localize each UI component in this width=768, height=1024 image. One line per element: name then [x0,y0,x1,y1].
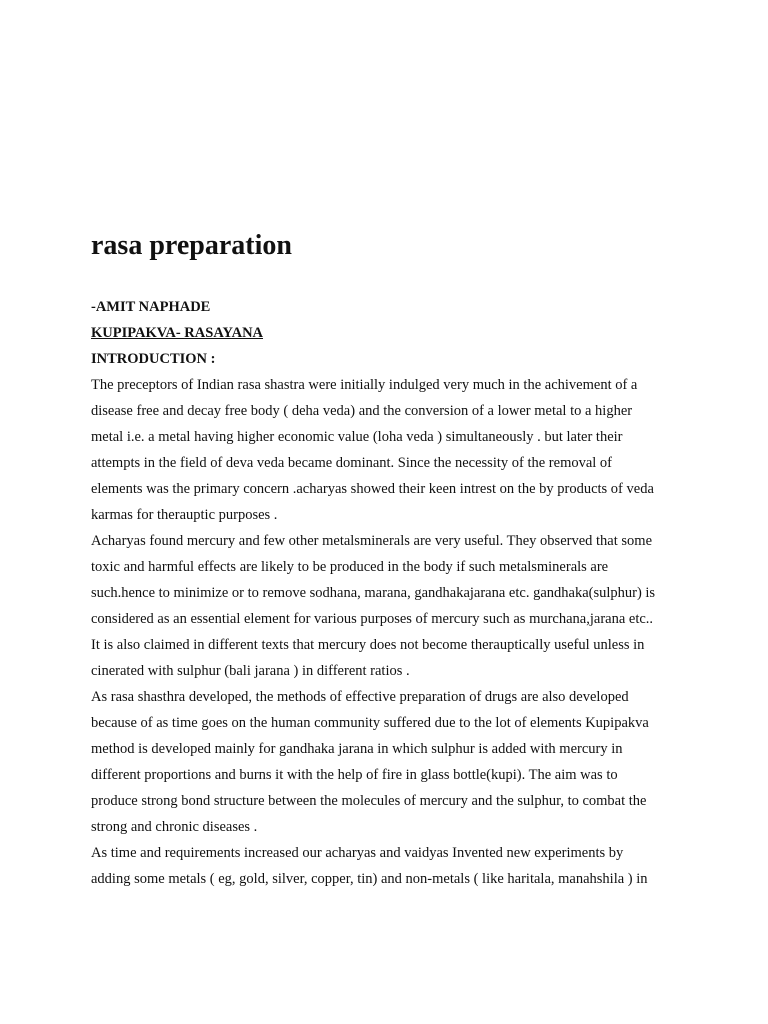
paragraph-line: different proportions and burns it with the help of fire in glass bottle(kupi). The aim was to [91,767,618,783]
paragraph-line: adding some metals ( eg, gold, silver, copper, tin) and non-metals ( like haritala, manahshila ) in [91,871,648,887]
paragraph-line: Acharyas found mercury and few other metalsminerals are very useful. They observed that some [91,533,653,549]
paragraph [91,528,681,684]
document-header-block [91,294,681,372]
paragraph-line: toxic and harmful effects are likely to be produced in the body if such metalsminerals are [91,559,609,575]
paragraph-line: disease free and decay free body ( deha veda) and the conversion of a lower metal to a higher [91,403,633,419]
document-title: rasa preparation [91,230,292,261]
paragraph [91,840,681,892]
paragraph-line: karmas for therauptic purposes . [91,507,278,523]
subtitle-line: KUPIPAKVA- RASAYANA [91,325,264,341]
paragraph-line: metal i.e. a metal having higher economic value (loha veda ) simultaneously . but later their [91,429,623,445]
section-heading: INTRODUCTION : [91,351,216,367]
paragraph-line: The preceptors of Indian rasa shastra were initially indulged very much in the achivement of a [91,377,638,393]
paragraph [91,684,681,840]
paragraph-line: It is also claimed in different texts that mercury does not become therauptically useful unless in [91,637,645,653]
paragraph-line: As rasa shasthra developed, the methods of effective preparation of drugs are also developed [91,689,629,705]
paragraph-line: considered as an essential element for various purposes of mercury such as murchana,jarana etc.. [91,611,654,627]
document-content [91,224,681,892]
paragraph-line: strong and chronic diseases . [91,819,258,835]
paragraph-line: As time and requirements increased our acharyas and vaidyas Invented new experiments by [91,845,624,861]
paragraph-line: produce strong bond structure between the molecules of mercury and the sulphur, to combat the [91,793,647,809]
paragraph-line: such.hence to minimize or to remove sodhana, marana, gandhakajarana etc. gandhaka(sulphur) is [91,585,656,601]
paragraph-line: attempts in the field of deva veda became dominant. Since the necessity of the removal of [91,455,613,471]
paragraph-line: elements was the primary concern .acharyas showed their keen intrest on the by products of veda [91,481,654,497]
paragraph-line: method is developed mainly for gandhaka jarana in which sulphur is added with mercury in [91,741,623,757]
body-text [91,372,681,892]
paragraph-line: cinerated with sulphur (bali jarana ) in different ratios . [91,663,410,679]
paragraph-line: because of as time goes on the human community suffered due to the lot of elements Kupipakva [91,715,649,731]
paragraph [91,372,681,528]
author-line: -AMIT NAPHADE [91,299,211,315]
